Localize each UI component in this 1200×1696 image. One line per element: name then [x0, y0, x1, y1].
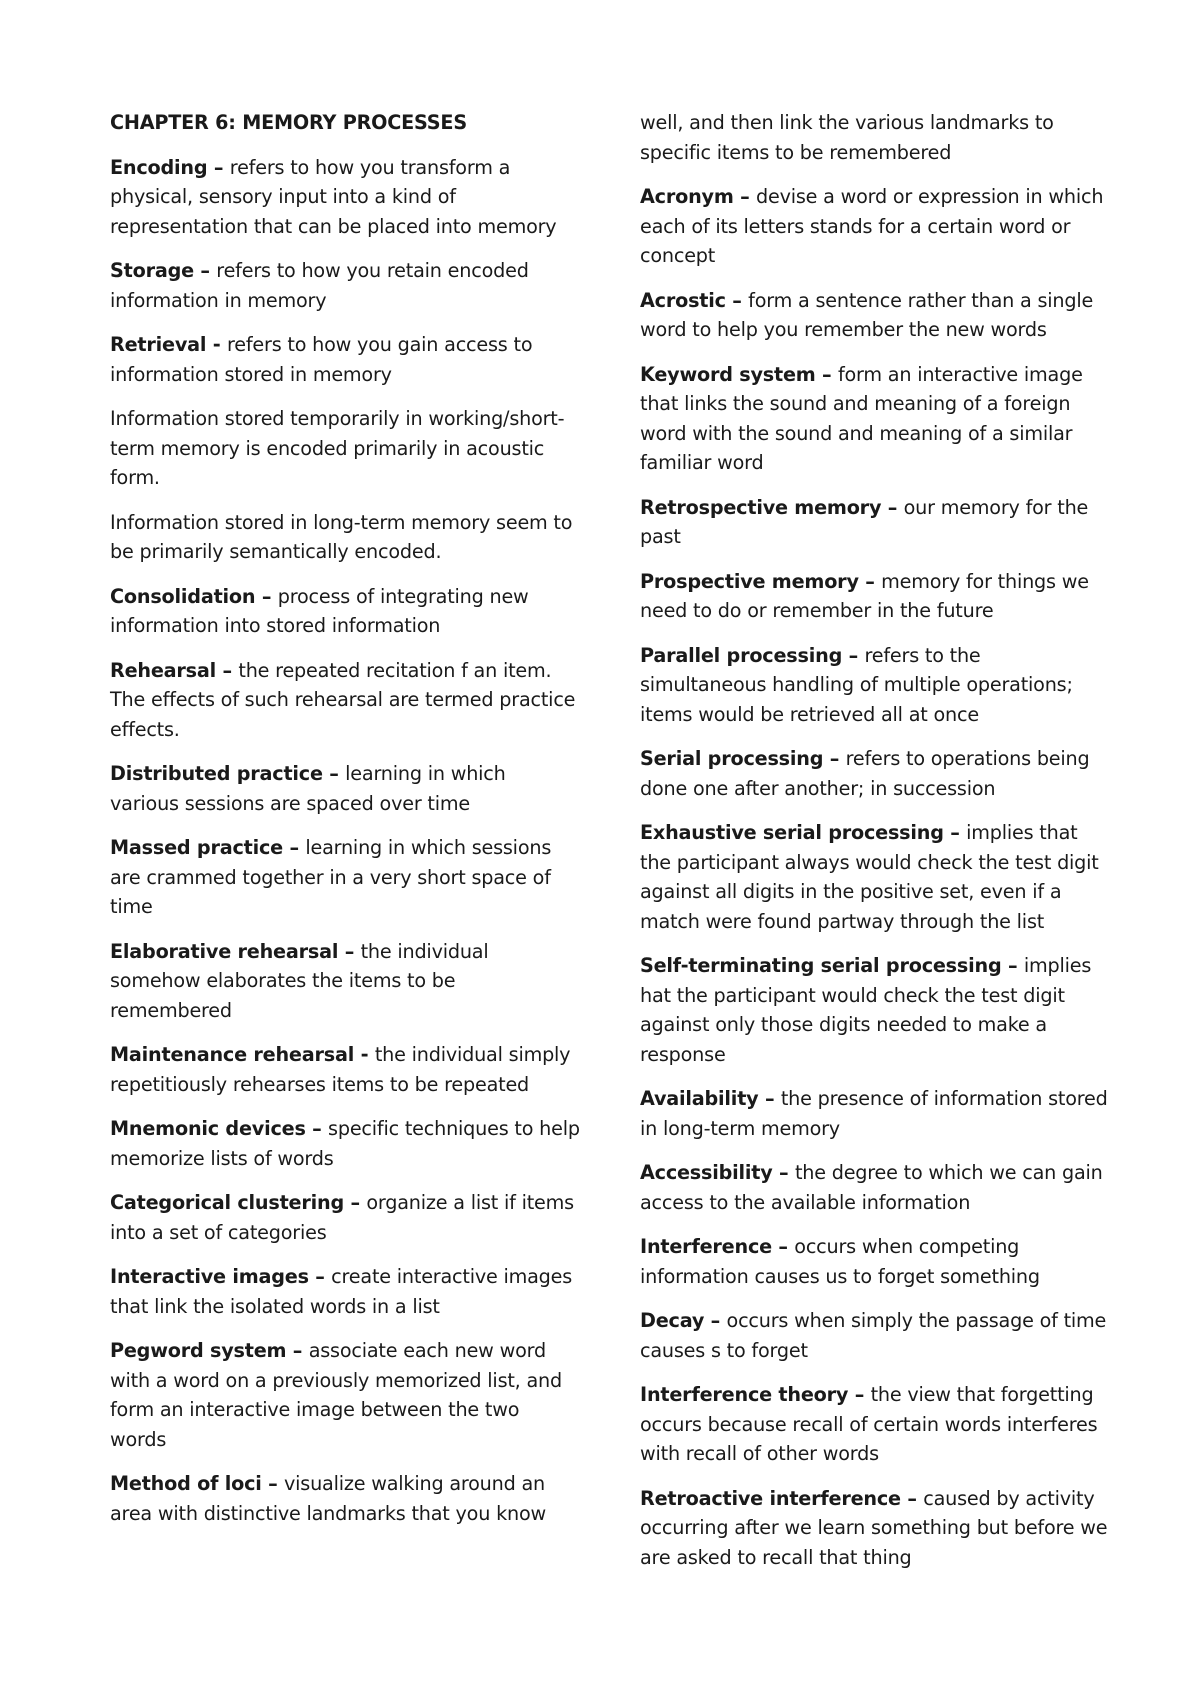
entry-term: Retrieval: [110, 333, 207, 356]
entry-term: Pegword system: [110, 1339, 287, 1362]
entry-term: Rehearsal: [110, 658, 217, 682]
entry-definition: devise a word or expression in which each of its letters stands for a certain word or concept: [640, 185, 1104, 267]
entry-separator: –: [842, 643, 865, 667]
definition-entry: [110, 330, 580, 389]
definition-entry: [640, 951, 1110, 1069]
entry-separator: –: [322, 762, 346, 785]
entry-separator: –: [900, 1486, 924, 1510]
entry-term: Availability: [640, 1087, 759, 1110]
definition-entry: [110, 153, 580, 242]
entry-term: Decay: [640, 1309, 705, 1332]
definition-entry: [640, 744, 1110, 803]
entry-term: Interference theory: [640, 1383, 849, 1406]
definition-entry: [110, 656, 580, 745]
entry-term: Consolidation: [110, 584, 256, 608]
entry-term: Accessibility: [640, 1161, 773, 1184]
entry-definition: organize a list if items into a set of categories: [110, 1191, 574, 1244]
entry-definition: the degree to which we can gain access to the available information: [640, 1161, 1103, 1214]
entry-definition: our memory for the past: [640, 495, 1089, 548]
entry-definition: refers to the simultaneous handling of multiple operations; items would be retrieved all at once: [640, 643, 1073, 726]
definition-entry: [110, 1114, 580, 1173]
entry-definition: occurs when simply the passage of time causes s to forget: [640, 1309, 1107, 1362]
chapter-title: CHAPTER 6: MEMORY PROCESSES: [110, 111, 467, 134]
entry-definition: form an interactive image that links the sound and meaning of a foreign word with the sound and meaning of a similar familiar word: [640, 362, 1083, 474]
entry-term: Maintenance rehearsal: [110, 1043, 355, 1066]
entry-separator: –: [286, 1339, 309, 1362]
entry-definition: learning in which various sessions are spaced over time: [110, 762, 506, 815]
entry-term: Retrospective memory: [640, 495, 882, 519]
definition-entry: [640, 818, 1110, 936]
entry-definition: well, and then link the various landmarks to specific items to be remembered: [640, 111, 1054, 164]
entry-definition: associate each new word with a word on a previously memorized list, and form an interactive image between the two words: [110, 1339, 562, 1451]
entry-definition: occurs when competing information causes us to forget something: [640, 1235, 1040, 1288]
entry-term: Keyword system: [640, 362, 816, 386]
entry-separator: –: [282, 836, 306, 859]
entry-separator: –: [338, 939, 361, 963]
definition-entry: [640, 1484, 1110, 1573]
definition-entry: [110, 833, 580, 922]
entry-term: Exhaustive serial processing: [640, 821, 944, 844]
entry-term: Distributed practice: [110, 762, 323, 785]
left-entries: [110, 153, 580, 1529]
entry-definition: the individual somehow elaborates the items to be remembered: [110, 939, 489, 1022]
entry-definition: the view that forgetting occurs because recall of certain words interferes with recall of other words: [640, 1383, 1098, 1465]
definition-entry: [110, 1469, 580, 1528]
entry-separator: –: [758, 1087, 781, 1110]
entry-separator: –: [725, 288, 749, 312]
entry-term: Interference: [640, 1235, 772, 1258]
definition-entry: [110, 582, 580, 641]
definition-entry: [640, 286, 1110, 345]
entry-term: Serial processing: [640, 747, 824, 770]
entry-definition: refers to operations being done one after another; in succession: [640, 747, 1090, 800]
right-column: [640, 108, 1110, 1587]
definition-entry: [110, 1040, 580, 1099]
definition-entry: [640, 493, 1110, 552]
definition-entry: [110, 256, 580, 315]
definition-entry: [110, 1336, 580, 1454]
entry-separator: –: [733, 185, 756, 208]
definition-entry: [110, 1262, 580, 1321]
definition-entry: [640, 182, 1110, 271]
entry-definition: memory for things we need to do or remember in the future: [640, 569, 1089, 622]
definition-entry: [640, 360, 1110, 478]
entry-definition: refers to how you gain access to information stored in memory: [110, 333, 533, 386]
entry-term: Acrostic: [640, 288, 726, 312]
definition-entry: [110, 404, 580, 493]
definition-entry: [640, 567, 1110, 626]
entry-separator: –: [305, 1117, 329, 1140]
entry-separator: -: [206, 333, 227, 356]
entry-separator: –: [823, 747, 846, 770]
entry-term: Parallel processing: [640, 643, 843, 667]
entry-term: Method of loci: [110, 1472, 262, 1495]
definition-entry: [110, 508, 580, 567]
entry-definition: the repeated recitation f an item. The effects of such rehearsal are termed practice effects.: [110, 658, 576, 741]
entry-definition: visualize walking around an area with distinctive landmarks that you know: [110, 1472, 546, 1525]
entry-separator: –: [1001, 954, 1024, 977]
entry-separator: –: [848, 1383, 871, 1406]
entry-separator: –: [815, 362, 838, 386]
entry-separator: –: [344, 1191, 367, 1214]
definition-entry: [640, 108, 1110, 167]
entry-definition: the presence of information stored in long-term memory: [640, 1087, 1108, 1140]
entry-term: Storage: [110, 259, 194, 282]
definition-entry: [110, 759, 580, 818]
entry-definition: process of integrating new information into stored information: [110, 584, 529, 637]
entry-definition: refers to how you transform a physical, sensory input into a kind of representation that can be placed into memory: [110, 155, 557, 238]
entry-term: Mnemonic devices: [110, 1117, 306, 1140]
left-column: [110, 108, 580, 1543]
entry-definition: form a sentence rather than a single word to help you remember the new words: [640, 288, 1094, 341]
entry-term: Self-terminating serial processing: [640, 954, 1002, 977]
entry-term: Acronym: [640, 185, 734, 208]
entry-separator: –: [207, 155, 230, 179]
entry-term: Massed practice: [110, 836, 283, 859]
entry-separator: –: [216, 658, 239, 682]
definition-entry: [640, 1084, 1110, 1143]
entry-separator: -: [354, 1043, 375, 1066]
definition-entry: [640, 641, 1110, 730]
entry-definition: caused by activity occurring after we learn something but before we are asked to recall that thing: [640, 1486, 1108, 1569]
entry-term: Retroactive interference: [640, 1486, 901, 1510]
entry-separator: –: [771, 1235, 795, 1258]
entry-definition: specific techniques to help memorize lists of words: [110, 1117, 580, 1170]
definition-entry: [110, 937, 580, 1026]
definition-entry: [640, 1158, 1110, 1217]
entry-term: Encoding: [110, 155, 208, 179]
entry-term: Categorical clustering: [110, 1191, 345, 1214]
entry-definition: refers to how you retain encoded information in memory: [110, 259, 529, 312]
entry-separator: –: [858, 569, 882, 593]
definition-entry: [640, 1380, 1110, 1469]
right-entries: [640, 108, 1110, 1572]
entry-separator: –: [261, 1472, 285, 1495]
entry-term: Prospective memory: [640, 569, 859, 593]
entry-definition: implies that the participant always would check the test digit against all digits in the positive set, even if a match were found partway through the list: [640, 821, 1099, 933]
entry-separator: –: [193, 259, 217, 282]
definition-entry: [110, 1188, 580, 1247]
definition-entry: [640, 1306, 1110, 1365]
entry-separator: –: [772, 1161, 795, 1184]
entry-separator: –: [308, 1265, 332, 1288]
entry-definition: learning in which sessions are crammed together in a very short space of time: [110, 836, 552, 918]
definition-entry: [640, 1232, 1110, 1291]
entry-separator: –: [881, 495, 904, 519]
entry-term: Elaborative rehearsal: [110, 939, 339, 963]
entry-definition: Information stored temporarily in working/short-term memory is encoded primarily in acoustic form.: [110, 407, 565, 489]
entry-separator: –: [255, 584, 278, 608]
entry-definition: the individual simply repetitiously rehearses items to be repeated: [110, 1043, 571, 1096]
entry-term: Interactive images: [110, 1265, 309, 1288]
entry-definition: create interactive images that link the isolated words in a list: [110, 1265, 573, 1318]
entry-separator: –: [943, 821, 967, 844]
entry-definition: implies hat the participant would check the test digit against only those digits needed to make a response: [640, 954, 1092, 1066]
entry-definition: Information stored in long-term memory seem to be primarily semantically encoded.: [110, 510, 573, 563]
entry-separator: –: [704, 1309, 727, 1332]
